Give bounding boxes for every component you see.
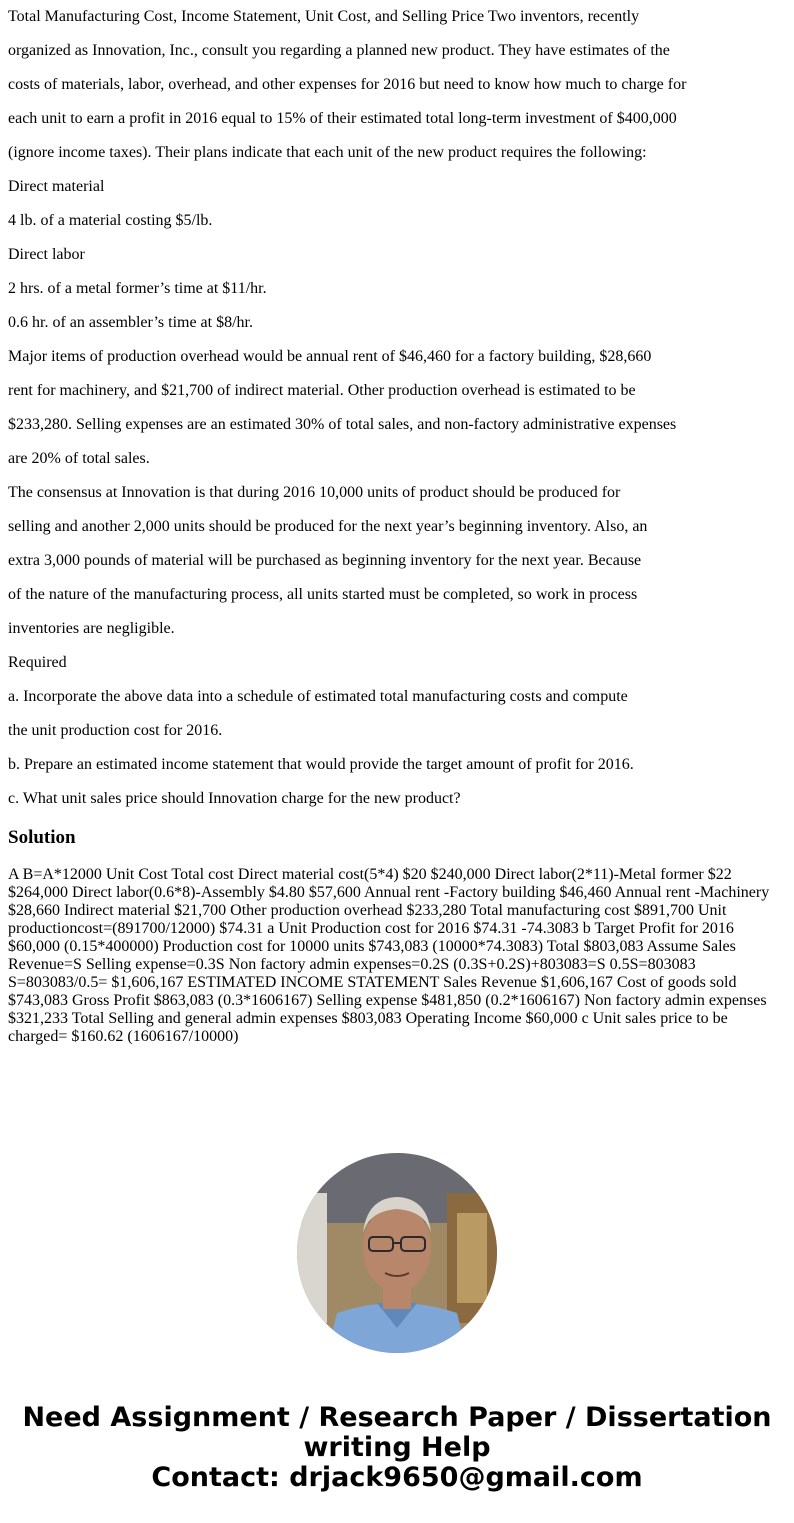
question-line: organized as Innovation, Inc., consult you regarding a planned new product. They have estimates of the — [8, 42, 670, 59]
author-photo-icon — [297, 1153, 497, 1353]
question-line: selling and another 2,000 units should be produced for the next year’s beginning inventory. Also, an — [8, 518, 648, 535]
question-line: 2 hrs. of a metal former’s time at $11/hr. — [8, 280, 267, 297]
question-line: the unit production cost for 2016. — [8, 722, 223, 739]
question-line: Direct material — [8, 178, 105, 195]
footer-contact-email: Contact: drjack9650@gmail.com — [151, 1462, 643, 1493]
question-line: 4 lb. of a material costing $5/lb. — [8, 212, 213, 229]
question-line: Required — [8, 654, 67, 671]
question-line: of the nature of the manufacturing process, all units started must be completed, so work in process — [8, 586, 638, 603]
author-avatar — [297, 1153, 497, 1353]
question-line: Major items of production overhead would be annual rent of $46,460 for a factory building, $28,660 — [8, 348, 652, 365]
question-line: c. What unit sales price should Innovation charge for the new product? — [8, 790, 461, 807]
question-line: (ignore income taxes). Their plans indicate that each unit of the new product requires the following: — [8, 144, 647, 161]
question-line: Total Manufacturing Cost, Income Statement, Unit Cost, and Selling Price Two inventors, recently — [8, 8, 640, 25]
question-line: 0.6 hr. of an assembler’s time at $8/hr. — [8, 314, 253, 331]
solution-heading: Solution — [8, 827, 76, 848]
question-line: a. Incorporate the above data into a schedule of estimated total manufacturing costs and compute — [8, 688, 628, 705]
solution-body: A B=A*12000 Unit Cost Total cost Direct material cost(5*4) $20 $240,000 Direct labor(2*11)-Metal former $22 $264,000 Direct labor(0.6*8)-Assembly $4.80 $57,600 Annual rent -Factory building $46,460 Annual rent -Machinery $28,660 Indirect material $21,700 Other production overhead $233,280 Total manufacturing cost $891,700 Unit productioncost=(891700/12000) $74.31 a Unit Production cost for 2016 $74.31 -74.3083 b Target Profit for 2016 $60,000 (0.15*400000) Production cost for 10000 units $743,083 (10000*74.3083) Total $803,083 Assume Sales Revenue=S Selling expense=0.3S Non factory admin expenses=0.2S (0.3S+0.2S)+803083=S 0.5S=803083 S=803083/0.5= $1,606,167 ESTIMATED INCOME STATEMENT Sales Revenue $1,606,167 Cost of goods sold $743,083 Gross Profit $863,083 (0.3*1606167) Selling expense $481,850 (0.2*1606167) Non factory admin expenses $321,233 Total Selling and general admin expenses $803,083 Operating Income $60,000 c Unit sales price to be charged= $160.62 (1606167/10000) — [8, 866, 770, 1045]
question-text — [8, 0, 788, 816]
contact-footer — [0, 1403, 794, 1493]
question-line: Direct labor — [8, 246, 85, 263]
question-line: each unit to earn a profit in 2016 equal to 15% of their estimated total long-term investment of $400,000 — [8, 110, 677, 127]
footer-line-1: Need Assignment / Research Paper / Dissertation — [22, 1402, 772, 1433]
question-line: The consensus at Innovation is that during 2016 10,000 units of product should be produced for — [8, 484, 621, 501]
question-line: inventories are negligible. — [8, 620, 175, 637]
question-line: $233,280. Selling expenses are an estimated 30% of total sales, and non-factory administrative expenses — [8, 416, 677, 433]
question-line: rent for machinery, and $21,700 of indirect material. Other production overhead is estimated to be — [8, 382, 636, 399]
question-line: b. Prepare an estimated income statement that would provide the target amount of profit for 2016. — [8, 756, 634, 773]
question-line: extra 3,000 pounds of material will be purchased as beginning inventory for the next year. Because — [8, 552, 642, 569]
question-line: costs of materials, labor, overhead, and other expenses for 2016 but need to know how much to charge for — [8, 76, 687, 93]
footer-line-2: writing Help — [303, 1432, 491, 1463]
question-line: are 20% of total sales. — [8, 450, 150, 467]
